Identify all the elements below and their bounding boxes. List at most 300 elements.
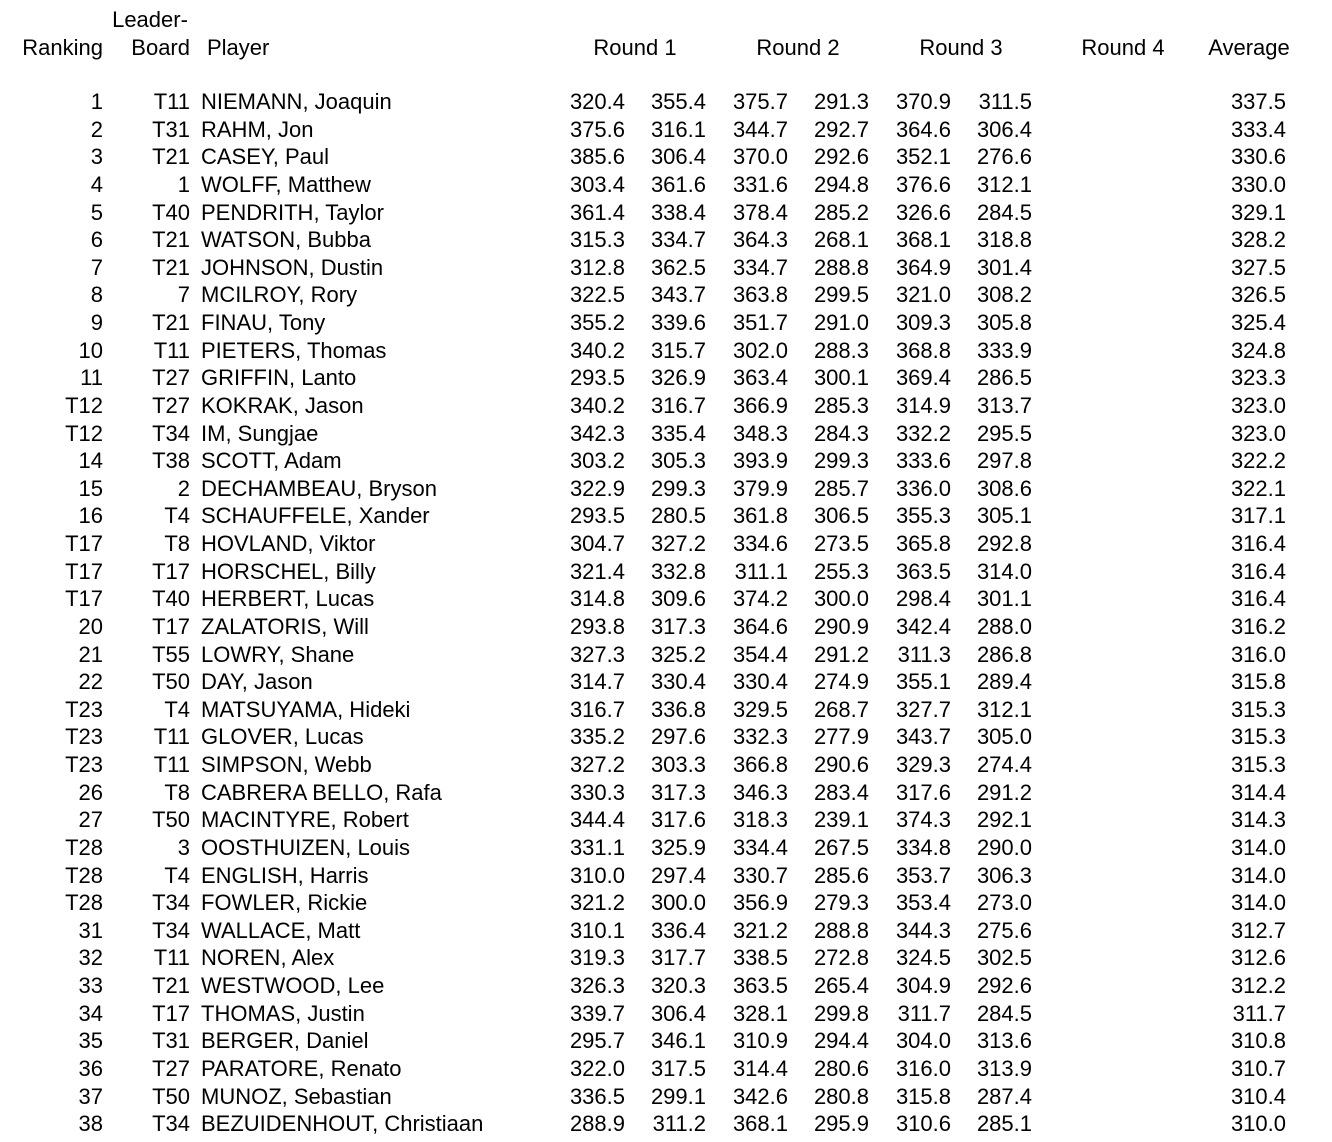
round-value-cell: 335.2 [569,724,625,750]
round-value-cell: 295.5 [976,420,1032,446]
ranking-cell: T23 [65,724,103,750]
leaderboard-cell: T34 [152,420,190,446]
round-value-cell: 352.1 [895,144,951,170]
ranking-cell: 8 [90,282,103,308]
round-value-cell: 366.8 [732,752,788,777]
header-leaderboard-line2: Board [131,35,190,60]
round-value-cell: 275.6 [976,917,1032,943]
round-value-cell: 322.0 [569,1055,625,1081]
round-value-cell: 334.7 [650,227,706,253]
round-value-cell: 362.5 [650,254,706,280]
round-value-cell: 317.3 [650,613,706,639]
ranking-cell: 9 [90,310,103,335]
leaderboard-cell: T34 [152,917,190,943]
ranking-cell: 4 [90,171,103,197]
player-name-cell: HOVLAND, Viktor [201,531,376,556]
round-value-cell: 336.0 [895,475,951,501]
round-value-cell: 316.1 [650,116,706,142]
round-value-cell: 329.5 [732,696,788,722]
ranking-cell: 2 [90,116,103,142]
leaderboard-cell: T11 [153,752,190,777]
average-cell: 316.4 [1230,586,1286,612]
round-value-cell: 368.1 [895,227,951,253]
header-player: Player [207,35,270,60]
round-value-cell: 312.8 [569,254,625,280]
round-value-cell: 331.6 [732,171,788,197]
leaderboard-cell: 7 [177,282,190,308]
ranking-cell: 15 [78,475,103,501]
leaderboard-cell: T34 [152,1111,190,1137]
leaderboard-cell: T11 [153,945,190,971]
header-ranking: Ranking [22,35,103,60]
table-row [0,834,1332,862]
table-row [0,1110,1332,1138]
round-value-cell: 355.1 [895,669,951,695]
table-row [0,88,1332,116]
round-value-cell: 265.4 [813,973,869,998]
round-value-cell: 385.6 [569,144,625,170]
round-value-cell: 300.0 [813,586,869,612]
player-name-cell: FINAU, Tony [201,310,326,335]
round-value-cell: 297.6 [650,724,706,750]
leaderboard-cell: T40 [152,586,190,612]
leaderboard-cell: T8 [164,779,190,805]
average-cell: 330.6 [1230,144,1286,170]
round-value-cell: 308.6 [976,475,1032,501]
round-value-cell: 280.6 [813,1055,869,1081]
ranking-cell: T17 [65,531,103,556]
average-cell: 323.3 [1230,365,1286,391]
round-value-cell: 291.3 [813,89,869,114]
leaderboard-cell: T50 [152,807,190,833]
ranking-cell: T23 [65,696,103,722]
round-value-cell: 354.4 [732,641,788,667]
round-value-cell: 313.9 [976,1055,1032,1081]
average-cell: 310.7 [1230,1055,1286,1081]
table-row [0,696,1332,724]
player-name-cell: PIETERS, Thomas [201,337,387,363]
table-row [0,502,1332,530]
ranking-cell: 21 [78,641,103,667]
round-value-cell: 330.4 [732,669,788,695]
round-value-cell: 313.6 [976,1028,1032,1054]
round-value-cell: 297.8 [976,448,1032,474]
leaderboard-cell: T17 [152,613,190,639]
average-cell: 315.3 [1230,724,1286,750]
round-value-cell: 370.9 [895,89,951,114]
round-value-cell: 303.4 [569,171,625,197]
average-cell: 312.7 [1230,917,1286,943]
round-value-cell: 305.0 [976,724,1032,750]
player-name-cell: HERBERT, Lucas [201,586,375,612]
round-value-cell: 299.8 [813,1000,869,1026]
ranking-cell: T28 [65,862,103,888]
leaderboard-cell: T4 [164,696,190,722]
player-name-cell: DECHAMBEAU, Bryson [201,475,437,501]
header-average: Average [1208,35,1290,60]
round-value-cell: 312.1 [976,171,1032,197]
player-name-cell: WESTWOOD, Lee [201,973,385,998]
average-cell: 323.0 [1230,420,1286,446]
table-row [0,199,1332,227]
round-value-cell: 338.4 [650,199,706,225]
round-value-cell: 311.5 [978,89,1032,114]
round-value-cell: 330.3 [569,779,625,805]
ranking-cell: 5 [90,199,103,225]
round-value-cell: 306.4 [650,1000,706,1026]
round-value-cell: 294.4 [813,1028,869,1054]
ranking-cell: 3 [90,144,103,170]
round-value-cell: 291.0 [813,310,869,335]
round-value-cell: 375.7 [732,89,788,114]
round-value-cell: 288.0 [976,613,1032,639]
ranking-cell: 34 [78,1000,103,1026]
round-value-cell: 318.3 [732,807,788,833]
player-name-cell: PARATORE, Renato [201,1055,402,1081]
round-value-cell: 346.1 [650,1028,706,1054]
ranking-cell: 7 [90,254,103,280]
table-row [0,806,1332,834]
round-value-cell: 327.2 [569,752,625,777]
ranking-cell: 11 [80,365,103,391]
ranking-cell: 32 [78,945,103,971]
average-cell: 337.5 [1230,89,1286,114]
header-round-2: Round 2 [756,35,840,60]
round-value-cell: 336.8 [650,696,706,722]
round-value-cell: 326.9 [650,365,706,391]
round-value-cell: 317.3 [650,779,706,805]
round-value-cell: 320.4 [569,89,625,114]
leaderboard-cell: 1 [177,171,190,197]
player-name-cell: IM, Sungjae [201,420,319,446]
round-value-cell: 288.8 [813,254,869,280]
round-value-cell: 334.7 [732,254,788,280]
average-cell: 314.0 [1230,834,1286,860]
round-value-cell: 309.6 [650,586,706,612]
round-value-cell: 361.6 [650,171,706,197]
ranking-cell: T17 [65,558,103,584]
round-value-cell: 315.3 [569,227,625,253]
round-value-cell: 340.2 [569,392,625,418]
round-value-cell: 320.3 [650,973,706,998]
round-value-cell: 287.4 [976,1083,1032,1109]
round-value-cell: 348.3 [732,420,788,446]
round-value-cell: 327.3 [569,641,625,667]
ranking-cell: 22 [78,669,103,695]
ranking-cell: 14 [78,448,103,474]
leaderboard-cell: T17 [152,1000,190,1026]
round-value-cell: 310.6 [895,1111,951,1137]
player-name-cell: MUNOZ, Sebastian [201,1083,392,1109]
player-name-cell: CASEY, Paul [201,144,330,170]
average-cell: 325.4 [1230,310,1286,335]
round-value-cell: 321.2 [732,917,788,943]
average-cell: 317.1 [1230,503,1286,529]
round-value-cell: 291.2 [813,641,869,667]
leaderboard-cell: T21 [152,310,190,335]
round-value-cell: 329.3 [895,752,951,777]
round-value-cell: 328.1 [732,1000,788,1026]
table-row [0,585,1332,613]
leaderboard-cell: T40 [152,199,190,225]
player-name-cell: HORSCHEL, Billy [201,558,376,584]
average-cell: 330.0 [1230,171,1286,197]
table-row [0,723,1332,751]
round-value-cell: 368.1 [732,1111,788,1137]
round-value-cell: 330.7 [732,862,788,888]
round-value-cell: 304.7 [569,531,625,556]
ranking-cell: T12 [65,392,103,418]
round-value-cell: 292.6 [813,144,869,170]
header-round-4: Round 4 [1081,35,1165,60]
round-value-cell: 276.6 [976,144,1032,170]
average-cell: 315.3 [1230,752,1286,777]
round-value-cell: 364.3 [732,227,788,253]
leaderboard-cell: T21 [152,254,190,280]
leaderboard-cell: T50 [152,669,190,695]
round-value-cell: 285.3 [813,392,869,418]
round-value-cell: 351.7 [732,310,788,335]
round-value-cell: 332.8 [650,558,706,584]
player-name-cell: SCOTT, Adam [201,448,342,474]
round-value-cell: 342.6 [732,1083,788,1109]
round-value-cell: 375.6 [569,116,625,142]
ranking-cell: 37 [78,1083,103,1109]
round-value-cell: 291.2 [976,779,1032,805]
average-cell: 333.4 [1230,116,1286,142]
round-value-cell: 361.4 [569,199,625,225]
ranking-cell: 36 [78,1055,103,1081]
average-cell: 310.0 [1230,1111,1286,1137]
round-value-cell: 356.9 [732,890,788,916]
round-value-cell: 378.4 [732,199,788,225]
average-cell: 314.3 [1230,807,1286,833]
player-name-cell: PENDRITH, Taylor [201,199,384,225]
round-value-cell: 268.7 [813,696,869,722]
table-row [0,171,1332,199]
round-value-cell: 303.2 [569,448,625,474]
round-value-cell: 317.5 [650,1055,706,1081]
round-value-cell: 303.3 [650,752,706,777]
round-value-cell: 304.9 [895,973,951,998]
round-value-cell: 300.1 [813,365,869,391]
round-value-cell: 295.9 [813,1111,869,1137]
round-value-cell: 393.9 [732,448,788,474]
round-value-cell: 289.4 [976,669,1032,695]
leaderboard-cell: T31 [152,1028,190,1054]
ranking-cell: 27 [78,807,103,833]
round-value-cell: 314.7 [569,669,625,695]
round-value-cell: 364.9 [895,254,951,280]
leaderboard-cell: T31 [152,116,190,142]
round-value-cell: 365.8 [895,531,951,556]
round-value-cell: 326.3 [569,973,625,998]
player-name-cell: WATSON, Bubba [201,227,371,253]
round-value-cell: 292.7 [813,116,869,142]
average-cell: 316.0 [1230,641,1286,667]
round-value-cell: 370.0 [732,144,788,170]
table-row [0,530,1332,558]
round-value-cell: 288.8 [813,917,869,943]
ranking-cell: 31 [78,917,103,943]
round-value-cell: 326.6 [895,199,951,225]
player-name-cell: SIMPSON, Webb [201,752,372,777]
average-cell: 316.2 [1230,613,1286,639]
round-value-cell: 355.4 [650,89,706,114]
average-cell: 328.2 [1230,227,1286,253]
round-value-cell: 322.9 [569,475,625,501]
round-value-cell: 364.6 [895,116,951,142]
player-name-cell: GRIFFIN, Lanto [201,365,357,391]
leaderboard-cell: T11 [153,89,190,114]
round-value-cell: 305.1 [976,503,1032,529]
round-value-cell: 364.6 [732,613,788,639]
player-name-cell: FOWLER, Rickie [201,890,368,916]
round-value-cell: 333.6 [895,448,951,474]
table-row [0,1000,1332,1028]
round-value-cell: 308.2 [976,282,1032,308]
average-cell: 314.0 [1230,862,1286,888]
average-cell: 323.0 [1230,392,1286,418]
leaderboard-cell: T8 [164,531,190,556]
round-value-cell: 299.3 [650,475,706,501]
table-row [0,944,1332,972]
round-value-cell: 344.7 [732,116,788,142]
round-value-cell: 344.3 [895,917,951,943]
round-value-cell: 318.8 [976,227,1032,253]
ranking-cell: 35 [78,1028,103,1054]
round-value-cell: 297.4 [650,862,706,888]
round-value-cell: 285.1 [976,1111,1032,1137]
round-value-cell: 311.3 [897,641,951,667]
round-value-cell: 334.8 [895,834,951,860]
average-cell: 314.4 [1230,779,1286,805]
round-value-cell: 293.8 [569,613,625,639]
average-cell: 326.5 [1230,282,1286,308]
round-value-cell: 306.4 [650,144,706,170]
player-name-cell: THOMAS, Justin [201,1000,365,1026]
ranking-cell: 26 [78,779,103,805]
table-row [0,116,1332,144]
round-value-cell: 286.5 [976,365,1032,391]
round-value-cell: 299.5 [813,282,869,308]
leaderboard-cell: 3 [177,834,190,860]
round-value-cell: 310.0 [569,862,625,888]
round-value-cell: 336.5 [569,1083,625,1109]
round-value-cell: 292.8 [976,531,1032,556]
round-value-cell: 353.7 [895,862,951,888]
leaderboard-cell: T11 [153,337,190,363]
round-value-cell: 295.7 [569,1028,625,1054]
average-cell: 322.1 [1230,475,1286,501]
round-value-cell: 302.5 [976,945,1032,971]
leaderboard-cell: 2 [177,475,190,501]
table-row [0,972,1332,1000]
table-row [0,1027,1332,1055]
round-value-cell: 314.9 [895,392,951,418]
round-value-cell: 305.8 [976,310,1032,335]
player-name-cell: RAHM, Jon [201,116,314,142]
ranking-cell: 38 [78,1111,103,1137]
round-value-cell: 285.7 [813,475,869,501]
table-row [0,613,1332,641]
round-value-cell: 285.2 [813,199,869,225]
round-value-cell: 309.3 [895,310,951,335]
round-value-cell: 355.3 [895,503,951,529]
round-value-cell: 374.2 [732,586,788,612]
average-cell: 310.4 [1230,1083,1286,1109]
table-row [0,254,1332,282]
ranking-cell: T12 [65,420,103,446]
round-value-cell: 277.9 [813,724,869,750]
table-row [0,226,1332,254]
ranking-cell: T17 [65,586,103,612]
player-name-cell: OOSTHUIZEN, Louis [201,834,411,860]
round-value-cell: 306.5 [813,503,869,529]
leaderboard-cell: T17 [152,558,190,584]
table-row [0,143,1332,171]
round-value-cell: 344.4 [569,807,625,833]
leaderboard-cell: T4 [164,503,190,529]
round-value-cell: 288.3 [813,337,869,363]
average-cell: 329.1 [1230,199,1286,225]
round-value-cell: 299.3 [813,448,869,474]
round-value-cell: 321.4 [569,558,625,584]
header-round-1: Round 1 [593,35,677,60]
round-value-cell: 273.5 [813,531,869,556]
round-value-cell: 292.1 [976,807,1032,833]
player-name-cell: JOHNSON, Dustin [201,254,384,280]
round-value-cell: 332.2 [895,420,951,446]
round-value-cell: 305.3 [650,448,706,474]
round-value-cell: 363.5 [895,558,951,584]
player-name-cell: SCHAUFFELE, Xander [201,503,430,529]
leaderboard-cell: T34 [152,890,190,916]
round-value-cell: 255.3 [813,558,869,584]
round-value-cell: 273.0 [976,890,1032,916]
leaderboard-cell: T27 [152,392,190,418]
table-row [0,309,1332,337]
round-value-cell: 280.8 [813,1083,869,1109]
table-row [0,641,1332,669]
ranking-cell: 1 [90,89,103,114]
round-value-cell: 300.0 [650,890,706,916]
round-value-cell: 363.8 [732,282,788,308]
round-value-cell: 293.5 [569,365,625,391]
round-value-cell: 299.1 [650,1083,706,1109]
table-row [0,364,1332,392]
round-value-cell: 332.3 [732,724,788,750]
ranking-cell: 20 [78,613,103,639]
player-name-cell: MCILROY, Rory [201,282,358,308]
round-value-cell: 239.1 [813,807,869,833]
leaderboard-cell: T27 [152,1055,190,1081]
player-rows [0,88,1332,1138]
round-value-cell: 346.3 [732,779,788,805]
player-name-cell: WALLACE, Matt [201,917,361,943]
round-value-cell: 339.7 [569,1000,625,1026]
round-value-cell: 274.9 [813,669,869,695]
round-value-cell: 284.3 [813,420,869,446]
round-value-cell: 355.2 [569,310,625,335]
leaderboard-cell: T11 [153,724,190,750]
round-value-cell: 322.5 [569,282,625,308]
round-value-cell: 311.7 [897,1000,951,1026]
table-row [0,668,1332,696]
round-value-cell: 317.6 [650,807,706,833]
player-name-cell: NOREN, Alex [201,945,335,971]
round-value-cell: 272.8 [813,945,869,971]
